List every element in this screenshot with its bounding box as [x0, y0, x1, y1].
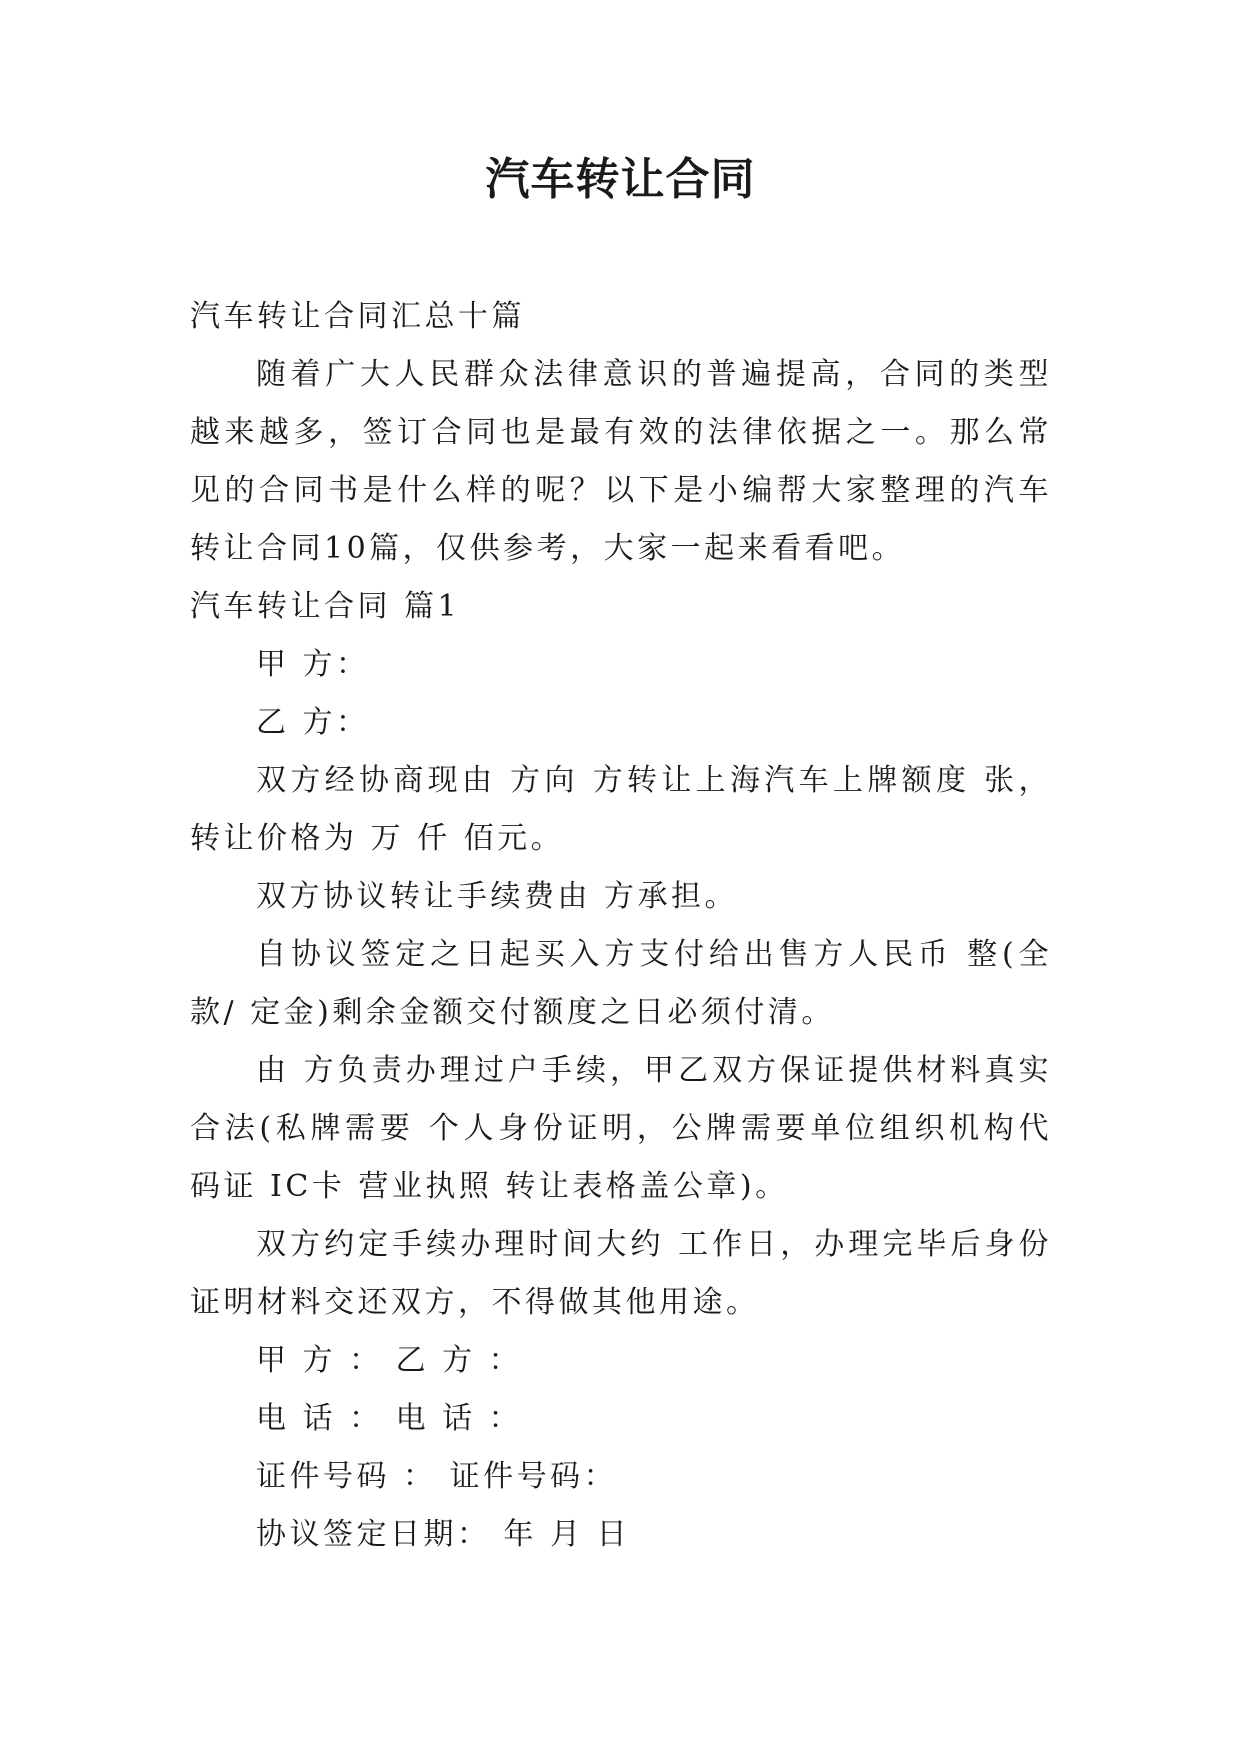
clause-paragraph: 由 方负责办理过户手续，甲乙双方保证提供材料真实合法(私牌需要 个人身份证明，公牌需要单位组织机构代码证 IC卡 营业执照 转让表格盖公章)。: [190, 1053, 1052, 1204]
signature-parties-line: 甲 方 ： 乙 方 ：: [256, 1343, 523, 1378]
party-b-line: 乙 方：: [256, 705, 370, 740]
clause-paragraph: 双方约定手续办理时间大约 工作日，办理完毕后身份证明材料交还双方，不得做其他用途。: [190, 1227, 1052, 1320]
signature-phone-line: 电 话 ： 电 话 ：: [256, 1401, 523, 1436]
section-heading: 汽车转让合同 篇1: [190, 589, 461, 624]
document-body: [190, 288, 1052, 1564]
document-title: 汽车转让合同: [485, 154, 756, 205]
clause-paragraph: 双方协议转让手续费由 方承担。: [256, 879, 739, 914]
clause-paragraph: 自协议签定之日起买入方支付给出售方人民币 整(全款/ 定金)剩余金额交付额度之日必须付清。: [190, 937, 1052, 1030]
signature-date-line: 协议签定日期： 年 月 日: [256, 1517, 631, 1552]
signature-id-line: 证件号码 ： 证件号码：: [256, 1459, 618, 1494]
party-a-line: 甲 方：: [256, 647, 370, 682]
document-subtitle: 汽车转让合同汇总十篇: [190, 299, 525, 334]
clause-paragraph: 双方经协商现由 方向 方转让上海汽车上牌额度 张，转让价格为 万 仟 佰元。: [190, 763, 1052, 856]
intro-paragraph: 随着广大人民群众法律意识的普遍提高，合同的类型越来越多，签订合同也是最有效的法律依据之一。那么常见的合同书是什么样的呢？以下是小编帮大家整理的汽车转让合同10篇，仅供参考，大家一起来看看吧。: [190, 357, 1052, 566]
